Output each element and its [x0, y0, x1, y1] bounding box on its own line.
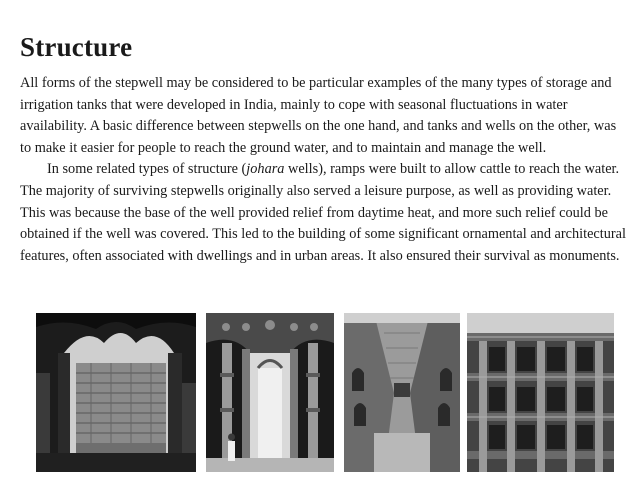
- stepwell-pillared-corridor-photo: [206, 313, 334, 472]
- paragraph-2: [20, 159, 628, 267]
- stepwell-arches-photo: [36, 313, 196, 472]
- paragraph-2-part-2: wells), ramps were built to allow cattle to reach the water. The majority of surviving stepwells originally also served a leisure purpose, as well as providing water. This was because the base of the well provided relief from daytime heat, and more such relief could be obtained if the well was covered. This led to the building of some significant ornamental and architectural features, often associated with dwellings and in urban areas. It also ensured their survival as monuments.: [20, 161, 626, 264]
- body-text: [20, 73, 628, 267]
- slide-title: Structure: [20, 32, 133, 62]
- johara-term: johara: [246, 161, 285, 178]
- paragraph-2-part-1: In some related types of structure (: [47, 161, 247, 178]
- stepwell-deep-steps-photo: [344, 313, 460, 472]
- stepwell-ornate-galleries-photo: [467, 313, 614, 472]
- paragraph-1: All forms of the stepwell may be considered to be particular examples of the many types of storage and irrigation tanks that were developed in India, mainly to cope with seasonal fluctuations in water availability. A basic difference between stepwells on the one hand, and tanks and wells on the other, was to make it easier for people to reach the ground water, and to maintain and manage the well.: [20, 75, 617, 156]
